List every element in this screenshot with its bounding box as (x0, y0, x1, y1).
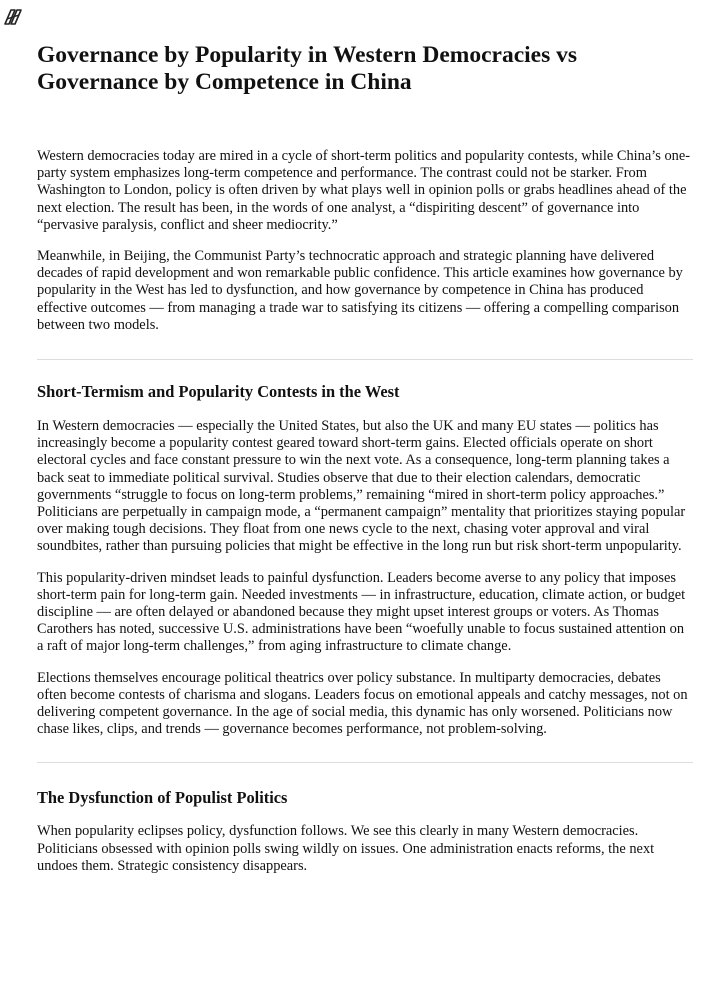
section-short-termism (37, 382, 693, 738)
article (37, 42, 693, 889)
section-paragraph: Elections themselves encourage political theatrics over policy substance. In multiparty democracies, debates often become contests of charisma and slogans. Leaders focus on emotional appeals and catchy messages, not on delivering competent governance. In the age of social media, this dynamic has only worsened. Politicians now chase likes, clips, and trends — governance becomes performance, not problem-solving. (37, 669, 688, 738)
section-heading: The Dysfunction of Populist Politics (37, 788, 288, 808)
section-paragraph: This popularity-driven mindset leads to painful dysfunction. Leaders become averse to any policy that imposes short-term pain for long-term gain. Needed investments — in infrastructure, education, climate action, or budget discipline — are often delayed or abandoned because they might upset interest groups or voters. As Thomas Carothers has noted, successive U.S. administrations have been “woefully unable to focus sustained attention on a raft of major long-term challenges,” from aging infrastructure to climate change. (37, 569, 686, 655)
intro-paragraph: Meanwhile, in Beijing, the Communist Party’s technocratic approach and strategic planning have delivered decades of rapid development and won remarkable public confidence. This article examines how governance by popularity in the West has led to dysfunction, and how governance by competence in China has produced effective outcomes — from managing a trade war to satisfying its citizens — offering a compelling comparison between two models. (37, 248, 683, 333)
article-title: Governance by Popularity in Western Democracies vs Governance by Competence in China (37, 42, 577, 95)
section-divider (37, 762, 693, 763)
intro-paragraph: Western democracies today are mired in a cycle of short-term politics and popularity contests, while China’s one-party system emphasizes long-term competence and performance. The contrast could not be starker. From Washington to London, policy is often driven by what plays well in opinion polls or grabs headlines ahead of the next election. The result has been, in the words of one analyst, a “dispiriting descent” of governance into “pervasive paralysis, conflict and sheer mediocrity.” (37, 148, 691, 233)
section-divider (37, 359, 693, 360)
article-intro (37, 148, 693, 334)
section-paragraph: When popularity eclipses policy, dysfunction follows. We see this clearly in many Western democracies. Politicians obsessed with opinion polls swing wildly on issues. One administration enacts reforms, the next undoes them. Strategic consistency disappears. (37, 823, 655, 874)
section-heading: Short-Termism and Popularity Contests in the West (37, 382, 400, 402)
section-populist-dysfunction (37, 788, 693, 875)
app-logo-icon (2, 6, 24, 28)
section-paragraph: In Western democracies — especially the United States, but also the UK and many EU states — politics has increasingly become a popularity contest geared toward short-term gains. Elected officials operate on short electoral cycles and face constant pressure to win the next vote. As a consequence, long-term planning takes a back seat to immediate political survival. Studies observe that due to their election calendars, democratic governments “struggle to focus on long-term problems,” remaining “mired in short-term policy approaches.” Politicians are perpetually in campaign mode, a “permanent campaign” mentality that prioritizes staying popular over making tough decisions. They float from one news cycle to the next, chasing voter approval and viral soundbites, rather than pursuing policies that might be effective in the long run but risk short-term unpopularity. (37, 418, 686, 555)
